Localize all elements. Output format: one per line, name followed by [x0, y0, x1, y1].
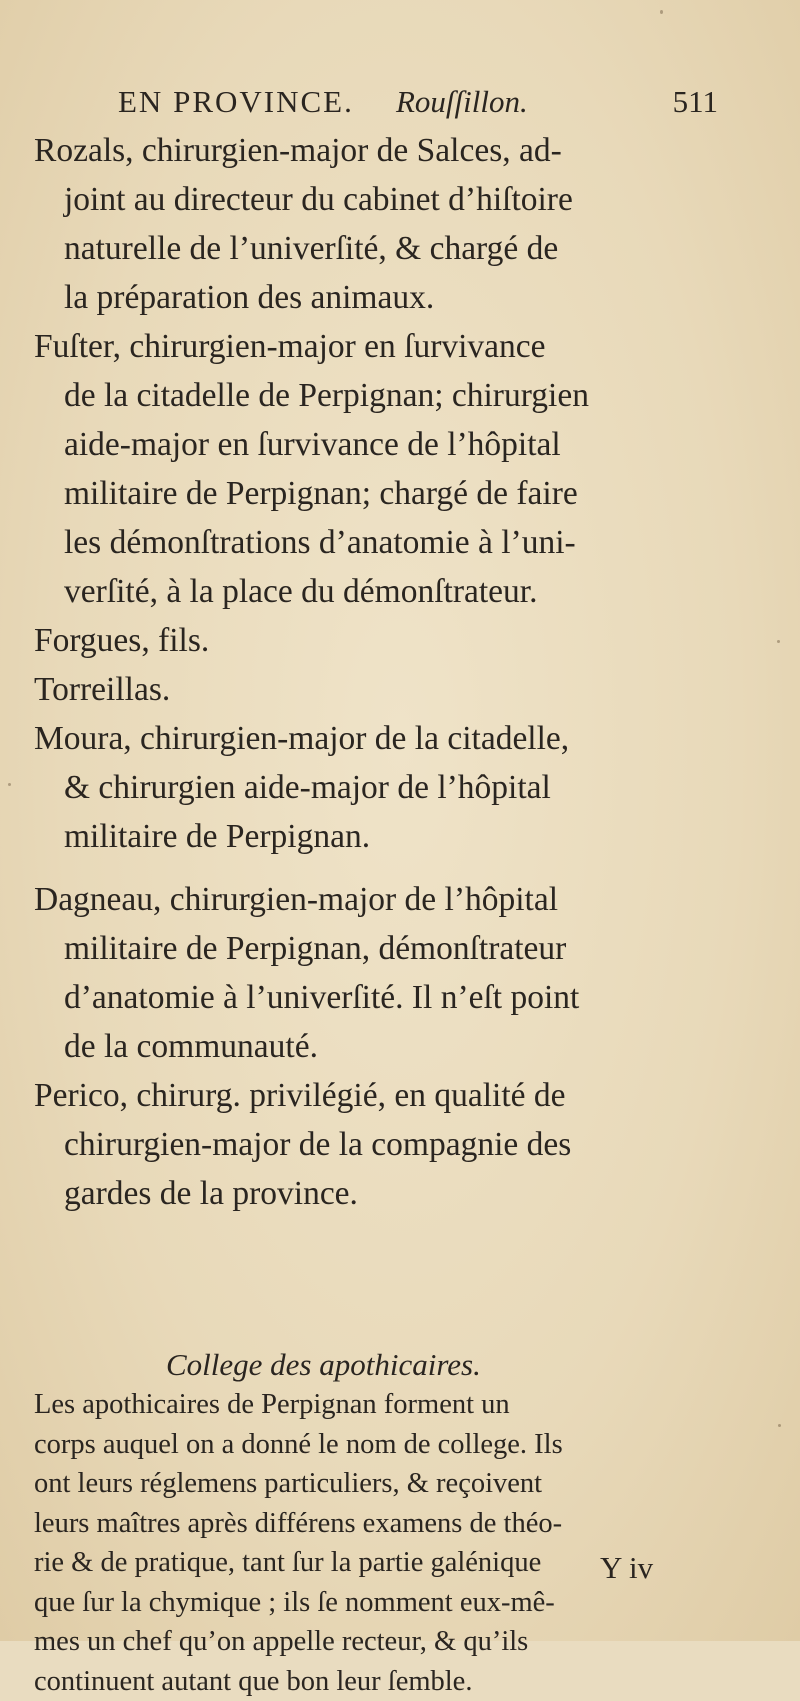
paragraph-line: mes un chef qu’on appelle recteur, & qu’ils [34, 1622, 724, 1662]
section-title: College des apothicaires. [166, 1347, 481, 1383]
entry-line: chirurgien-major de la compagnie des [34, 1120, 714, 1169]
entries-list [34, 126, 714, 1218]
paper-speck [8, 783, 11, 786]
running-head: EN PROVINCE. [118, 84, 354, 120]
spacer [34, 861, 714, 875]
entry-line: militaire de Perpignan. [34, 812, 714, 861]
paper-speck [778, 1424, 781, 1427]
entry-line: & chirurgien aide-major de l’hôpital [34, 763, 714, 812]
entry-line: Dagneau, chirurgien-major de l’hôpital [34, 875, 714, 924]
entry-line: Fuſter, chirurgien-major en ſurvivance [34, 322, 714, 371]
entry-torreillas [34, 665, 714, 714]
running-subtitle: Rouſſillon. [396, 84, 528, 120]
entry-moura [34, 714, 714, 861]
entry-line: aide-major en ſurvivance de l’hôpital [34, 420, 714, 469]
entry-line: la préparation des animaux. [34, 273, 714, 322]
entry-line: d’anatomie à l’univerſité. Il n’eſt point [34, 973, 714, 1022]
entry-line: de la citadelle de Perpignan; chirurgien [34, 371, 714, 420]
entry-perico [34, 1071, 714, 1218]
section-paragraph [34, 1385, 724, 1701]
paragraph-line: que ſur la chymique ; ils ſe nomment eux-mê- [34, 1583, 724, 1623]
entry-line: de la communauté. [34, 1022, 714, 1071]
entry-line: Torreillas. [34, 665, 714, 714]
entry-line: Moura, chirurgien-major de la citadelle, [34, 714, 714, 763]
page-number: 511 [673, 84, 718, 120]
paragraph-line: continuent autant que bon leur ſemble. [34, 1662, 724, 1701]
entry-line: verſité, à la place du démonſtrateur. [34, 567, 714, 616]
entry-line: les démonſtrations d’anatomie à l’uni- [34, 518, 714, 567]
entry-forgues [34, 616, 714, 665]
entry-line: naturelle de l’univerſité, & chargé de [34, 224, 714, 273]
signature-mark: Y iv [600, 1550, 653, 1586]
paper-speck [777, 640, 780, 643]
paragraph-line: leurs maîtres après différens examens de théo- [34, 1504, 724, 1544]
entry-dagneau [34, 875, 714, 1071]
paper-speck [660, 10, 663, 14]
entry-line: Perico, chirurg. privilégié, en qualité de [34, 1071, 714, 1120]
paragraph-line: corps auquel on a donné le nom de college. Ils [34, 1425, 724, 1465]
entry-rozals [34, 126, 714, 322]
entry-line: joint au directeur du cabinet d’hiſtoire [34, 175, 714, 224]
entry-line: militaire de Perpignan; chargé de faire [34, 469, 714, 518]
paragraph-line: ont leurs réglemens particuliers, & reçoivent [34, 1464, 724, 1504]
entry-line: Forgues, fils. [34, 616, 714, 665]
page-header [118, 84, 718, 128]
entry-line: Rozals, chirurgien-major de Salces, ad- [34, 126, 714, 175]
paragraph-line: Les apothicaires de Perpignan forment un [34, 1385, 724, 1425]
entry-line: gardes de la province. [34, 1169, 714, 1218]
paragraph-line: rie & de pratique, tant ſur la partie galénique [34, 1543, 724, 1583]
entry-line: militaire de Perpignan, démonſtrateur [34, 924, 714, 973]
entry-fuster [34, 322, 714, 616]
